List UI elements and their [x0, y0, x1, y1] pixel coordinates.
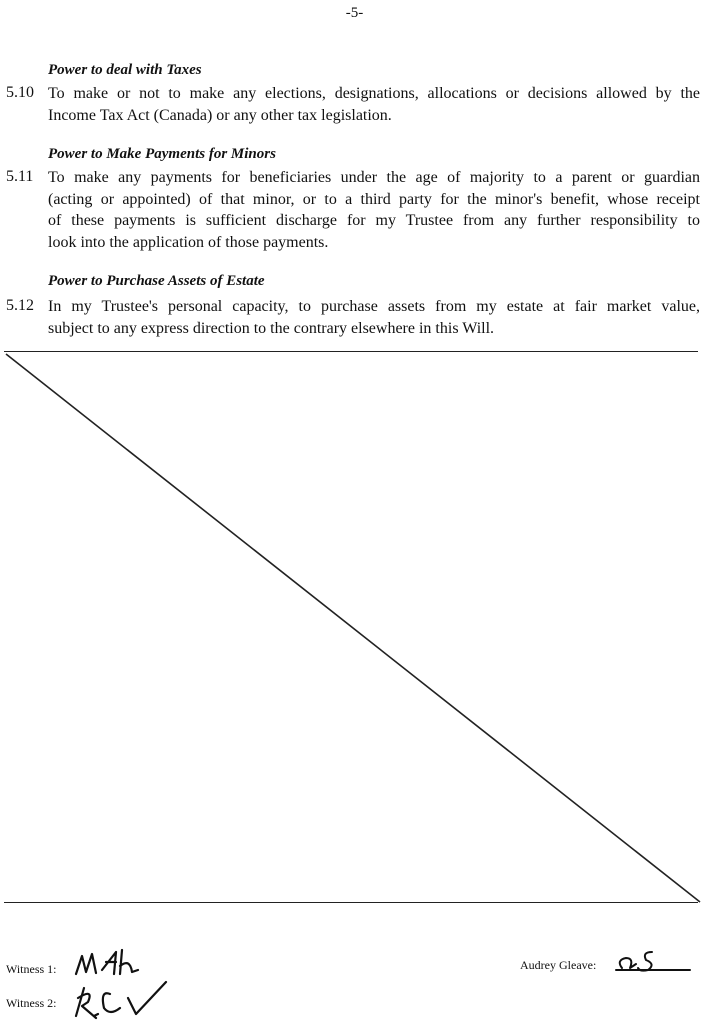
witness-2-signature [70, 976, 180, 1022]
clause-line: Income Tax Act (Canada) or any other tax legislation. [48, 106, 392, 124]
clause-line: In my Trustee's personal capacity, to purchase assets from my estate at fair market value, [48, 298, 700, 315]
section-heading-purchase-assets: Power to Purchase Assets of Estate [48, 273, 265, 289]
page-number: -5- [345, 5, 364, 21]
witness-1-signature [72, 946, 152, 980]
clause-line: To make or not to make any elections, designations, allocations or decisions allowed by the [48, 85, 700, 102]
clause-number-5-12: 5.12 [6, 297, 34, 314]
testator-label: Audrey Gleave: [520, 958, 597, 972]
clause-line: To make any payments for beneficiaries under the age of majority to a parent or guardian [48, 169, 700, 186]
clause-line: (acting or appointed) of that minor, or to a third party for the minor's benefit, whose receipt [48, 190, 700, 208]
section-heading-taxes: Power to deal with Taxes [48, 62, 202, 78]
witness-2-label: Witness 2: [6, 996, 57, 1010]
testator-signature [614, 946, 694, 974]
clause-number-5-10: 5.10 [6, 84, 34, 101]
bottom-rule [4, 902, 698, 903]
section-heading-minors: Power to Make Payments for Minors [48, 146, 276, 162]
clause-line: subject to any express direction to the contrary elsewhere in this Will. [48, 319, 495, 337]
clause-line: look into the application of those payments. [48, 233, 329, 251]
witness-1-label: Witness 1: [6, 962, 57, 976]
clause-number-5-11: 5.11 [6, 168, 34, 185]
clause-line: of these payments is sufficient discharge for my Trustee from any further responsibility to [48, 212, 700, 230]
